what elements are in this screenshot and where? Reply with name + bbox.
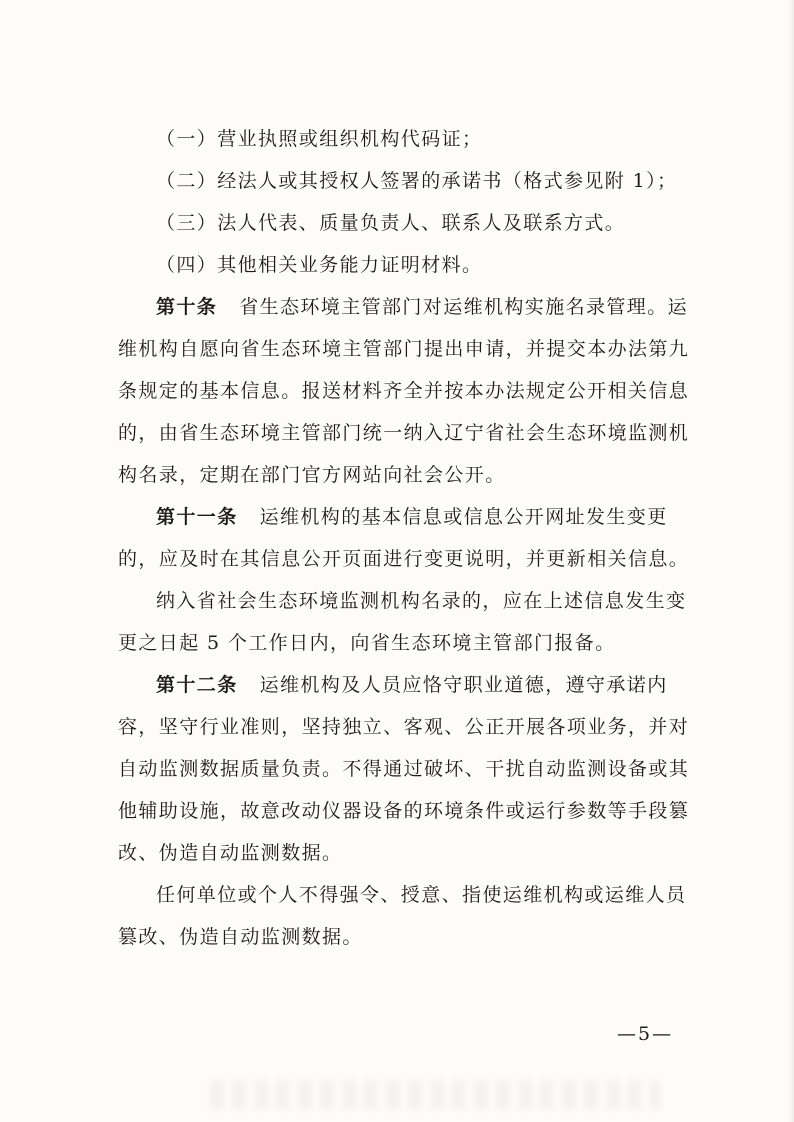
scan-edge-shadow (788, 0, 794, 1122)
article-11-heading: 第十一条 (156, 506, 238, 528)
page-number: —5— (617, 1023, 674, 1045)
list-item-4: （四）其他相关业务能力证明材料。 (156, 254, 483, 276)
article-11-paragraph-2: 纳入省社会生态环境监测机构名录的，应在上述信息发生变更之日起 5 个工作日内，向省生态环境主管部门报备。 (118, 590, 687, 654)
article-12-paragraph-2: 任何单位或个人不得强令、授意、指使运维机构或运维人员篡改、伪造自动监测数据。 (118, 884, 687, 948)
article-11 (118, 496, 698, 580)
list-item-1: （一）营业执照或组织机构代码证； (156, 128, 483, 150)
article-12 (118, 664, 698, 874)
scan-bleed-through (210, 1080, 660, 1110)
article-10-heading: 第十条 (156, 296, 218, 318)
article-12-heading: 第十二条 (156, 674, 238, 696)
list-item-2: （二）经法人或其授权人签署的承诺书（格式参见附 1）； (156, 170, 678, 192)
article-10 (118, 286, 698, 496)
article-11-text: 运维机构的基本信息或信息公开网址发生变更的，应及时在其信息公开页面进行变更说明，并更新相关信息。 (118, 506, 690, 570)
list-item-3: （三）法人代表、质量负责人、联系人及联系方式。 (156, 212, 626, 234)
article-12-text: 运维机构及人员应恪守职业道德，遵守承诺内容，坚守行业准则，坚持独立、客观、公正开展各项业务，并对自动监测数据质量负责。不得通过破坏、干扰自动监测设备或其他辅助设施，故意改动仪器设备的环境条件或运行参数等手段篡改、伪造自动监测数据。 (118, 674, 690, 864)
body-text (118, 118, 698, 958)
article-10-text: 省生态环境主管部门对运维机构实施名录管理。运维机构自愿向省生态环境主管部门提出申请，并提交本办法第九条规定的基本信息。报送材料齐全并按本办法规定公开相关信息的，由省生态环境主管部门统一纳入辽宁省社会生态环境监测机构名录，定期在部门官方网站向社会公开。 (118, 296, 690, 486)
